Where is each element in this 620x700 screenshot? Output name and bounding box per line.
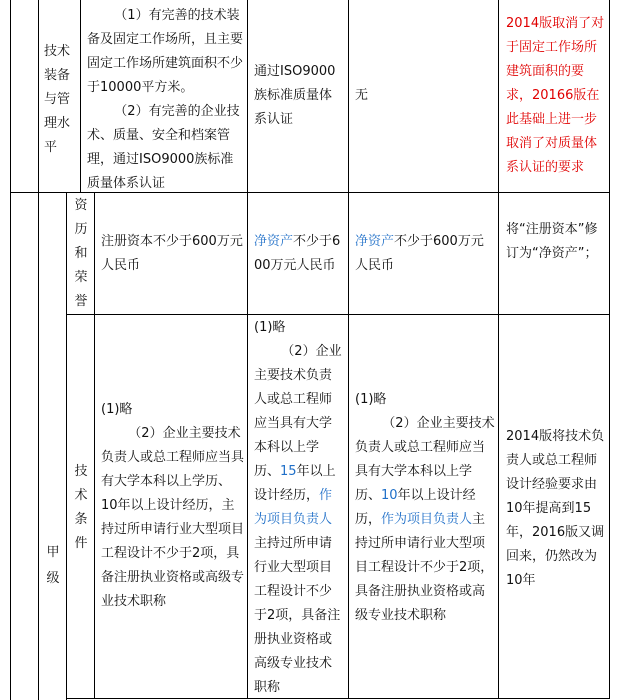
table-border bbox=[94, 192, 95, 699]
table-border bbox=[38, 0, 39, 700]
paragraph-2 bbox=[355, 412, 495, 628]
cell-text: 2014版将技术负责人或总工程师设计经验要求由10年提高到15年，2016版又调回来，仍然改为10年 bbox=[506, 429, 605, 588]
qualification-note bbox=[506, 218, 606, 266]
text-segment: 年以上设计经历， bbox=[254, 464, 336, 503]
highlight-text: 净资产 bbox=[254, 234, 294, 249]
tech-equipment-2007 bbox=[87, 4, 243, 196]
paragraph-1: (1)略 bbox=[355, 392, 387, 407]
tech-equipment-2014 bbox=[254, 60, 344, 132]
cell-text: 不少于600万元人民币 bbox=[355, 234, 484, 273]
text-segment: （2）企业主要技术负责人或总工程师应当具有大学本科以上学历、 bbox=[254, 344, 342, 479]
qualification-2007 bbox=[101, 230, 244, 278]
highlight-text: 作为项目负责人 bbox=[381, 512, 473, 527]
row-label-qualification bbox=[73, 194, 89, 314]
tech-equipment-2016 bbox=[355, 84, 495, 108]
table-border bbox=[10, 0, 11, 700]
cell-text: 无 bbox=[355, 88, 369, 103]
tech-conditions-2016 bbox=[355, 388, 495, 628]
paragraph-2 bbox=[254, 340, 344, 700]
paragraph-2: （2）企业主要技术负责人或总工程师应当具有大学本科以上学历、10年以上设计经历，主持过所申请行业大型项目工程设计不少于2项，具备注册执业资格或高级专业技术职称 bbox=[101, 426, 245, 609]
cell-text: 不少于600万元人民币 bbox=[254, 234, 341, 273]
tech-conditions-2007 bbox=[101, 398, 244, 614]
row-label-text: 技术条件 bbox=[74, 464, 88, 551]
highlight-text: 作为项目负责人 bbox=[254, 488, 333, 527]
cell-text: 将“注册资本”修订为“净资产”； bbox=[506, 222, 598, 261]
text-segment: 主持过所申请行业大型项目工程设计不少于2项，具备注册执业资格或高级专业技术职称 bbox=[254, 536, 341, 695]
cell-text: 注册资本不少于600万元人民币 bbox=[101, 234, 243, 273]
highlight-text: 净资产 bbox=[355, 234, 395, 249]
tech-equipment-note bbox=[506, 12, 606, 180]
row-label-tech-equipment bbox=[44, 40, 76, 160]
paragraph-1: (1)略 bbox=[101, 402, 133, 417]
row-label-text: 资历和荣誉 bbox=[74, 198, 88, 309]
paragraph-1: （1）有完善的技术装备及固定工作场所，且主要固定工作场所建筑面积不少于10000平方米。 bbox=[87, 8, 244, 95]
text-segment: 主持过所申请行业大型项目工程设计不少于2项，具备注册执业资格或高级专业技术职称 bbox=[355, 512, 494, 623]
paragraph-1: (1)略 bbox=[254, 320, 286, 335]
table-border bbox=[247, 0, 248, 699]
row-label-text: 技术装备与管理水平 bbox=[44, 44, 71, 155]
qualification-2014 bbox=[254, 230, 344, 278]
table-border bbox=[348, 0, 349, 699]
table-border bbox=[66, 314, 610, 315]
table-border bbox=[498, 0, 499, 699]
paragraph-2: （2）有完善的企业技术、质量、安全和档案管理，通过ISO9000族标准质量体系认证 bbox=[87, 104, 240, 191]
table-border bbox=[80, 0, 81, 192]
row-label-tech-conditions bbox=[73, 460, 89, 556]
table-border bbox=[609, 0, 610, 699]
cell-text: 2014版取消了对于固定工作场所建筑面积的要求，20166版在此基础上进一步取消了对质量体系认证的要求 bbox=[506, 16, 605, 175]
table-border bbox=[66, 192, 67, 700]
text-segment: （2）企业主要技术负责人或总工程师应当具有大学本科以上学历、 bbox=[355, 416, 495, 503]
tech-conditions-2014 bbox=[254, 316, 344, 700]
highlight-text: 15 bbox=[280, 464, 297, 479]
highlight-text: 10 bbox=[381, 488, 398, 503]
qualification-2016 bbox=[355, 230, 490, 278]
cell-text: 通过ISO9000族标准质量体系认证 bbox=[254, 64, 336, 127]
tech-conditions-note bbox=[506, 425, 606, 593]
grade-label-text: 甲级 bbox=[46, 545, 60, 586]
text-segment: 年以上设计经历， bbox=[355, 488, 476, 527]
grade-label bbox=[45, 540, 61, 592]
